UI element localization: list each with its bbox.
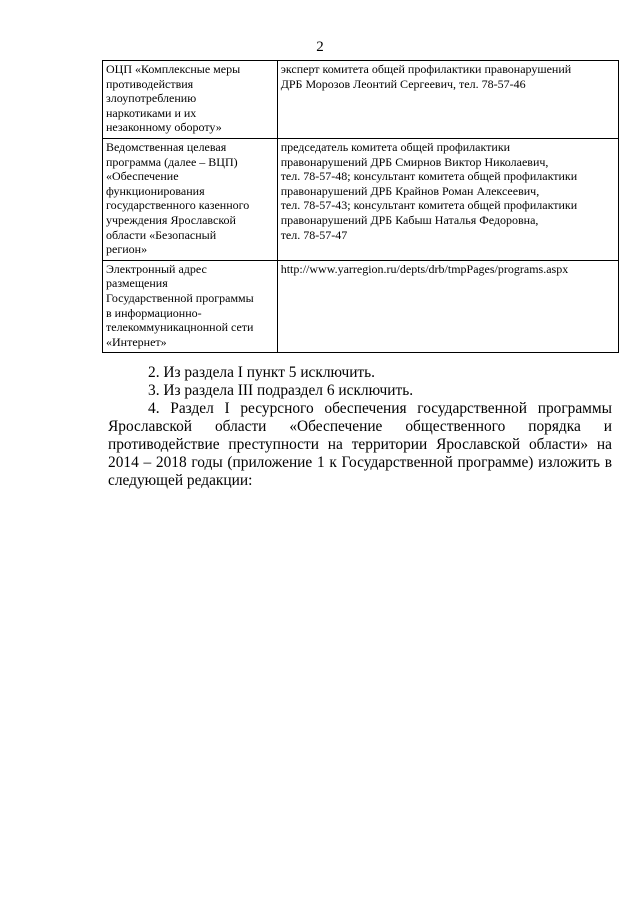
program-info-table bbox=[102, 60, 619, 353]
paragraph-4 bbox=[108, 400, 612, 490]
cell-text-line: противодействия bbox=[106, 76, 194, 91]
cell-text-line: учреждения Ярославской bbox=[106, 212, 236, 227]
cell-text-line: регион» bbox=[106, 242, 148, 257]
cell-text-line: функционирования bbox=[106, 183, 205, 198]
paragraph-line: 4. Раздел I ресурсного обеспечения государственной программы bbox=[148, 400, 612, 417]
cell-text-line: размещения bbox=[106, 276, 168, 291]
cell-text-line: Электронный адрес bbox=[106, 261, 207, 276]
table-cell-value bbox=[277, 260, 618, 353]
cell-text-line: «Обеспечение bbox=[106, 169, 179, 184]
paragraph-line: 2014 – 2018 годы (приложение 1 к Государственной программе) изложить в bbox=[108, 454, 612, 471]
paragraph-2: 2. Из раздела I пункт 5 исключить. bbox=[148, 364, 376, 381]
program-url: http://www.yarregion.ru/depts/drb/tmpPages/programs.aspx bbox=[280, 261, 569, 276]
cell-text-line: Ведомственная целевая bbox=[106, 139, 227, 154]
cell-text-line: тел. 78-57-47 bbox=[280, 227, 348, 242]
paragraph-3: 3. Из раздела III подраздел 6 исключить. bbox=[148, 382, 414, 399]
cell-text-line: государственного казенного bbox=[106, 198, 250, 213]
cell-text-line: злоупотреблению bbox=[106, 91, 197, 106]
cell-text-line: эксперт комитета общей профилактики правонарушений bbox=[280, 62, 572, 76]
table-cell-label bbox=[103, 138, 278, 260]
cell-text-line: программа (далее – ВЦП) bbox=[106, 154, 238, 169]
paragraph-line: противодействие преступности на территории Ярославской области» на bbox=[108, 436, 612, 453]
cell-text-line: ОЦП «Комплексные меры bbox=[106, 62, 241, 76]
table-cell-label bbox=[103, 260, 278, 353]
paragraph-line: Ярославской области «Обеспечение общественного порядка и bbox=[108, 418, 612, 435]
page-number: 2 bbox=[316, 39, 324, 55]
table-row bbox=[103, 61, 619, 139]
table-row bbox=[103, 138, 619, 260]
table-cell-label bbox=[103, 61, 278, 139]
paragraph-line: следующей редакции: bbox=[108, 472, 253, 489]
cell-text-line: тел. 78-57-43; консультант комитета общей профилактики bbox=[280, 198, 578, 213]
cell-text-line: правонарушений ДРБ Смирнов Виктор Николаевич, bbox=[280, 154, 549, 169]
cell-text-line: в информационно- bbox=[106, 305, 202, 320]
cell-text-line: «Интернет» bbox=[106, 334, 167, 349]
cell-text-line: Государственной программы bbox=[106, 290, 254, 305]
cell-text-line: правонарушений ДРБ Кабыш Наталья Федоровна, bbox=[280, 212, 539, 227]
table-cell-value bbox=[277, 138, 618, 260]
cell-text-line: телекоммуникацнонной сети bbox=[106, 320, 254, 335]
cell-text-line: ДРБ Морозов Леонтий Сергеевич, тел. 78-57-46 bbox=[280, 76, 526, 91]
cell-text-line: области «Безопасный bbox=[106, 227, 217, 242]
table-row bbox=[103, 260, 619, 353]
cell-text-line: незаконному обороту» bbox=[106, 120, 222, 135]
body-paragraphs bbox=[108, 364, 612, 490]
cell-text-line: наркотиками и их bbox=[106, 105, 197, 120]
cell-text-line: правонарушений ДРБ Крайнов Роман Алексеевич, bbox=[280, 183, 540, 198]
cell-text-line: тел. 78-57-48; консультант комитета общей профилактики bbox=[280, 169, 578, 184]
table-cell-value bbox=[277, 61, 618, 139]
cell-text-line: председатель комитета общей профилактики bbox=[280, 139, 511, 154]
